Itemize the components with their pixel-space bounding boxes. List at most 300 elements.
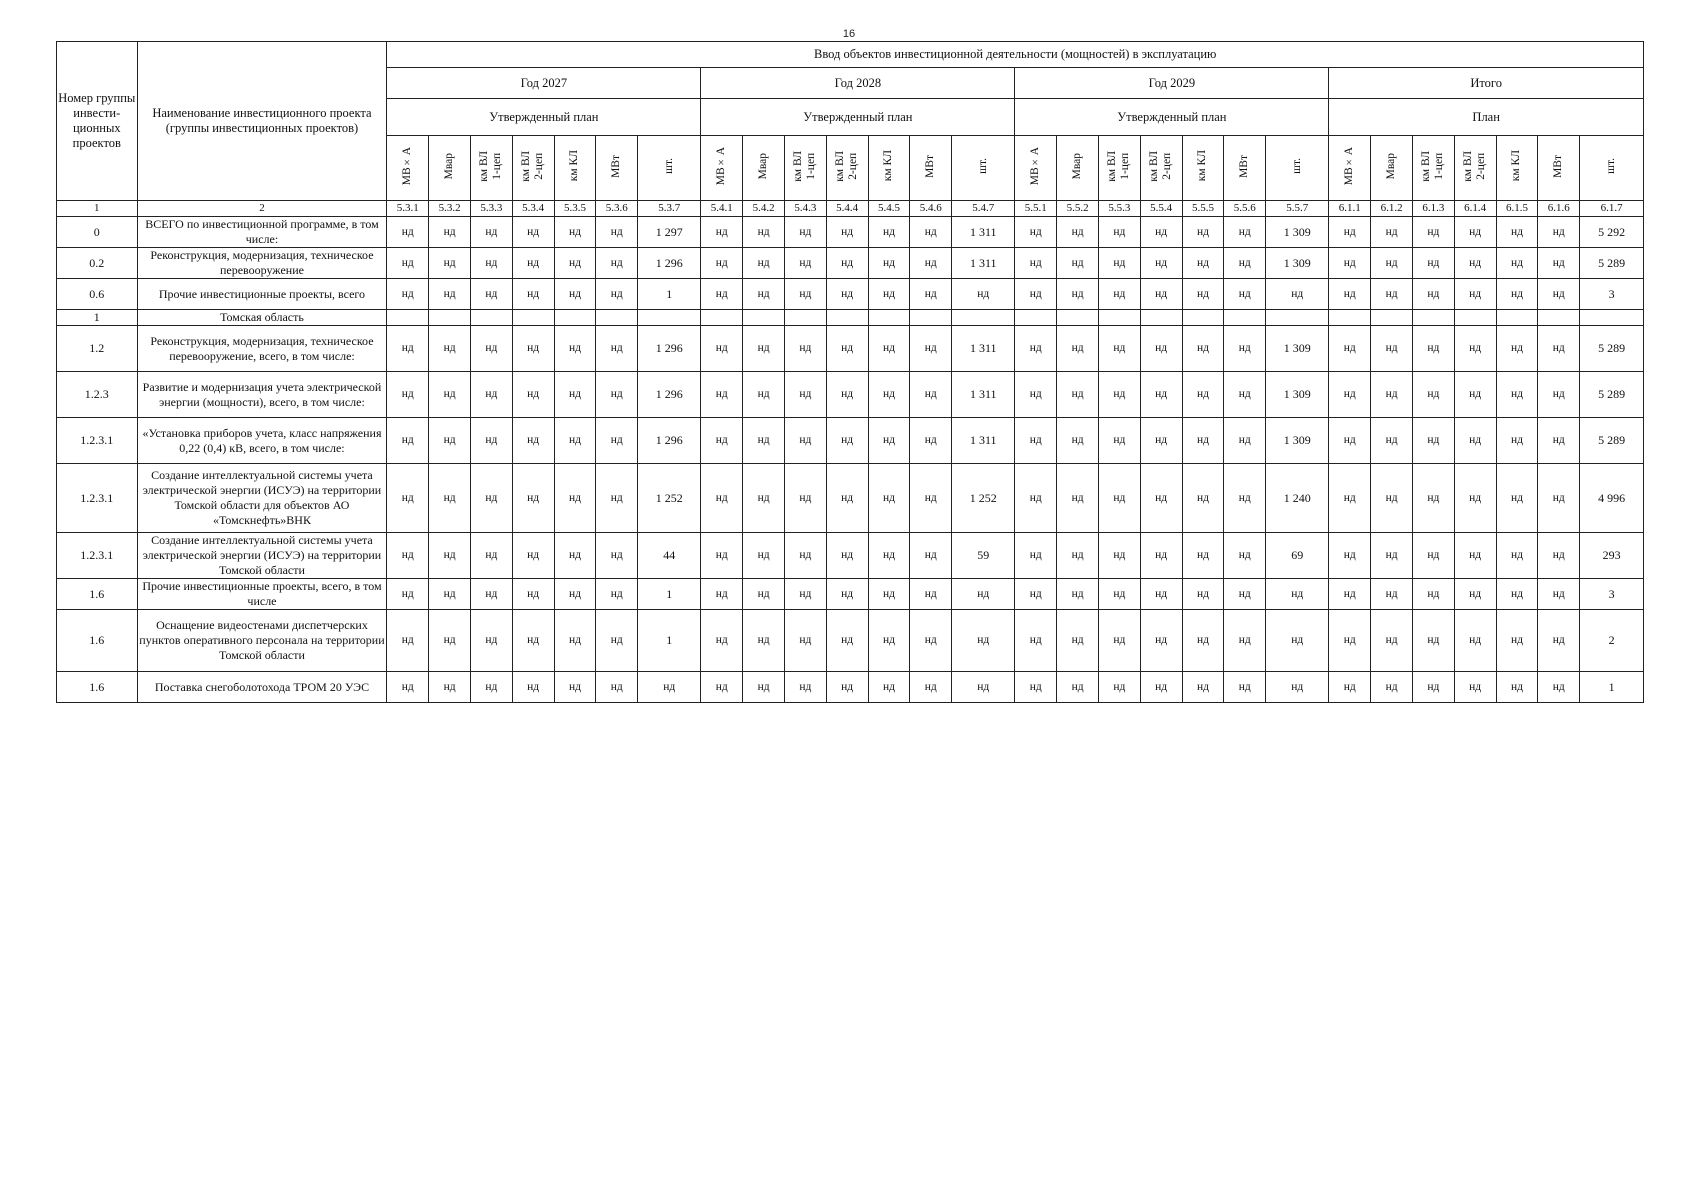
value-cell: нд (387, 279, 429, 310)
value-cell: нд (868, 464, 910, 533)
value-cell: нд (1371, 672, 1413, 703)
column-number: 1 (57, 201, 138, 217)
value-cell: нд (743, 418, 785, 464)
value-cell: нд (910, 533, 952, 579)
column-number: 6.1.3 (1412, 201, 1454, 217)
value-cell: нд (1182, 326, 1224, 372)
value-cell: нд (512, 326, 554, 372)
period-year-header: Итого (1329, 68, 1644, 99)
value-cell: нд (1098, 533, 1140, 579)
value-cell: нд (826, 533, 868, 579)
value-cell: нд (826, 464, 868, 533)
value-cell: нд (387, 610, 429, 672)
value-cell: нд (1015, 579, 1057, 610)
value-cell: нд (701, 533, 743, 579)
value-cell: нд (1454, 279, 1496, 310)
value-cell: нд (868, 418, 910, 464)
value-cell: нд (387, 372, 429, 418)
column-number: 5.5.4 (1140, 201, 1182, 217)
value-cell: нд (743, 579, 785, 610)
unit-label: км ВЛ 2-цеп (520, 150, 546, 182)
table-row (57, 217, 1644, 248)
value-cell: нд (1412, 372, 1454, 418)
value-cell: нд (701, 418, 743, 464)
value-cell: нд (596, 217, 638, 248)
value-cell: нд (952, 672, 1015, 703)
value-cell: нд (596, 372, 638, 418)
value-cell: нд (826, 279, 868, 310)
value-cell (1057, 310, 1099, 326)
value-cell: нд (1454, 672, 1496, 703)
value-cell (470, 310, 512, 326)
value-cell: нд (1454, 217, 1496, 248)
value-cell: нд (470, 533, 512, 579)
header-row-title (57, 42, 1644, 68)
value-cell: нд (1224, 579, 1266, 610)
value-cell: нд (1412, 610, 1454, 672)
unit-header (1454, 136, 1496, 201)
value-cell: нд (1015, 610, 1057, 672)
value-cell: 293 (1580, 533, 1644, 579)
value-cell: нд (1371, 248, 1413, 279)
value-cell: нд (470, 217, 512, 248)
value-cell: нд (1371, 372, 1413, 418)
value-cell: нд (1224, 372, 1266, 418)
value-cell: нд (1182, 372, 1224, 418)
value-cell: 1 311 (952, 326, 1015, 372)
value-cell (1580, 310, 1644, 326)
value-cell (1140, 310, 1182, 326)
value-cell: нд (429, 610, 471, 672)
page-number: 16 (842, 28, 856, 40)
value-cell: нд (952, 610, 1015, 672)
column-number: 5.5.6 (1224, 201, 1266, 217)
period-plan-header: Утвержденный план (387, 99, 701, 136)
value-cell: нд (826, 217, 868, 248)
value-cell: нд (1182, 672, 1224, 703)
unit-header (429, 136, 471, 201)
column-number: 5.4.2 (743, 201, 785, 217)
value-cell: нд (596, 464, 638, 533)
unit-label: МВт (610, 154, 623, 178)
value-cell: 1 240 (1266, 464, 1329, 533)
value-cell: нд (784, 279, 826, 310)
value-cell: нд (1496, 464, 1538, 533)
value-cell: 1 309 (1266, 372, 1329, 418)
value-cell: нд (1057, 217, 1099, 248)
value-cell: нд (1329, 610, 1371, 672)
value-cell: нд (1057, 279, 1099, 310)
value-cell: нд (638, 672, 701, 703)
value-cell: нд (1329, 672, 1371, 703)
value-cell: 1 (638, 579, 701, 610)
value-cell: нд (1496, 217, 1538, 248)
value-cell: нд (868, 372, 910, 418)
unit-label: км ВЛ 2-цеп (1462, 150, 1488, 182)
value-cell: нд (1224, 610, 1266, 672)
value-cell: нд (910, 217, 952, 248)
value-cell: нд (868, 610, 910, 672)
value-cell: нд (1329, 533, 1371, 579)
value-cell: нд (512, 372, 554, 418)
value-cell: нд (1496, 326, 1538, 372)
value-cell (952, 310, 1015, 326)
value-cell (784, 310, 826, 326)
value-cell: нд (470, 579, 512, 610)
column-number: 6.1.1 (1329, 201, 1371, 217)
value-cell: нд (910, 610, 952, 672)
value-cell: нд (701, 279, 743, 310)
value-cell: 1 311 (952, 248, 1015, 279)
value-cell: нд (1140, 326, 1182, 372)
value-cell: нд (1057, 326, 1099, 372)
value-cell: нд (554, 672, 596, 703)
value-cell: нд (1224, 672, 1266, 703)
value-cell: нд (1454, 372, 1496, 418)
period-year-header: Год 2028 (701, 68, 1015, 99)
value-cell: нд (429, 533, 471, 579)
value-cell: нд (1057, 579, 1099, 610)
value-cell (1098, 310, 1140, 326)
value-cell: нд (1098, 248, 1140, 279)
value-cell: нд (387, 217, 429, 248)
value-cell (638, 310, 701, 326)
value-cell: нд (1454, 326, 1496, 372)
value-cell: нд (1266, 672, 1329, 703)
value-cell: нд (596, 248, 638, 279)
value-cell: нд (1412, 279, 1454, 310)
value-cell: нд (1098, 418, 1140, 464)
unit-header (910, 136, 952, 201)
value-cell: нд (1140, 579, 1182, 610)
period-plan-header: Утвержденный план (701, 99, 1015, 136)
project-name-cell: ВСЕГО по инвестиционной программе, в том числе: (137, 217, 387, 248)
value-cell: нд (826, 579, 868, 610)
value-cell: нд (596, 533, 638, 579)
value-cell: нд (1538, 217, 1580, 248)
value-cell: 5 289 (1580, 372, 1644, 418)
value-cell: 5 292 (1580, 217, 1644, 248)
value-cell: нд (596, 579, 638, 610)
value-cell: 1 309 (1266, 217, 1329, 248)
value-cell: нд (743, 372, 785, 418)
value-cell: 59 (952, 533, 1015, 579)
value-cell: нд (1015, 248, 1057, 279)
value-cell (743, 310, 785, 326)
value-cell: нд (1454, 248, 1496, 279)
value-cell: нд (910, 464, 952, 533)
value-cell: 1 (1580, 672, 1644, 703)
value-cell: нд (910, 418, 952, 464)
value-cell (387, 310, 429, 326)
value-cell: 1 252 (638, 464, 701, 533)
value-cell: нд (701, 579, 743, 610)
group-number-cell: 1.2.3.1 (57, 464, 138, 533)
value-cell: нд (743, 326, 785, 372)
value-cell: 1 311 (952, 372, 1015, 418)
value-cell: нд (1224, 464, 1266, 533)
value-cell (868, 310, 910, 326)
value-cell: нд (387, 326, 429, 372)
value-cell: нд (1412, 217, 1454, 248)
project-name-cell: «Установка приборов учета, класс напряжения 0,22 (0,4) кВ, всего, в том числе: (137, 418, 387, 464)
value-cell (596, 310, 638, 326)
value-cell: нд (1329, 372, 1371, 418)
value-cell: нд (910, 326, 952, 372)
column-number: 5.5.2 (1057, 201, 1099, 217)
column-number: 5.3.4 (512, 201, 554, 217)
value-cell: 1 296 (638, 248, 701, 279)
value-cell: нд (1182, 610, 1224, 672)
value-cell: нд (1057, 248, 1099, 279)
unit-label: Мвар (1071, 152, 1084, 180)
value-cell: нд (784, 217, 826, 248)
unit-label: МВт (924, 154, 937, 178)
value-cell: нд (1538, 672, 1580, 703)
value-cell: нд (470, 248, 512, 279)
value-cell (1015, 310, 1057, 326)
column-number: 5.5.1 (1015, 201, 1057, 217)
value-cell: нд (1015, 533, 1057, 579)
unit-label: км КЛ (568, 150, 581, 182)
value-cell: 1 296 (638, 326, 701, 372)
value-cell: нд (554, 248, 596, 279)
value-cell: нд (868, 579, 910, 610)
unit-label: км ВЛ 1-цеп (792, 150, 818, 182)
unit-label: МВ×А (401, 146, 414, 186)
value-cell: нд (826, 372, 868, 418)
column-number: 5.3.5 (554, 201, 596, 217)
unit-label: МВ×А (715, 146, 728, 186)
value-cell: нд (1015, 279, 1057, 310)
value-cell: нд (1224, 326, 1266, 372)
value-cell: нд (1224, 248, 1266, 279)
project-name-cell: Томская область (137, 310, 387, 326)
value-cell: нд (1329, 248, 1371, 279)
value-cell (1266, 310, 1329, 326)
value-cell: нд (1412, 533, 1454, 579)
period-year-header: Год 2029 (1015, 68, 1329, 99)
column-number: 5.4.3 (784, 201, 826, 217)
value-cell: нд (1538, 464, 1580, 533)
value-cell: нд (1140, 248, 1182, 279)
value-cell: 4 996 (1580, 464, 1644, 533)
unit-header (1224, 136, 1266, 201)
value-cell: нд (1412, 248, 1454, 279)
unit-header (826, 136, 868, 201)
investment-table (56, 41, 1644, 703)
value-cell: нд (1454, 579, 1496, 610)
value-cell: нд (743, 672, 785, 703)
unit-header (1098, 136, 1140, 201)
value-cell (429, 310, 471, 326)
unit-label: км ВЛ 1-цеп (1420, 150, 1446, 182)
value-cell: нд (1538, 610, 1580, 672)
table-row (57, 279, 1644, 310)
value-cell: нд (1057, 372, 1099, 418)
value-cell: нд (1412, 418, 1454, 464)
table-row (57, 418, 1644, 464)
column-number: 6.1.2 (1371, 201, 1413, 217)
project-name-cell: Развитие и модернизация учета электрической энергии (мощности), всего, в том числе: (137, 372, 387, 418)
value-cell: нд (1496, 372, 1538, 418)
value-cell: нд (1182, 248, 1224, 279)
value-cell (826, 310, 868, 326)
unit-label: шт. (1290, 158, 1303, 174)
value-cell: нд (1538, 372, 1580, 418)
value-cell: нд (868, 217, 910, 248)
value-cell: нд (701, 610, 743, 672)
column-number: 5.3.1 (387, 201, 429, 217)
value-cell: нд (387, 533, 429, 579)
unit-label: шт. (1605, 158, 1618, 174)
value-cell: нд (910, 372, 952, 418)
unit-header (1266, 136, 1329, 201)
value-cell: 1 296 (638, 418, 701, 464)
value-cell: нд (554, 217, 596, 248)
unit-label: км ВЛ 1-цеп (478, 150, 504, 182)
value-cell: нд (1371, 579, 1413, 610)
value-cell: нд (1140, 533, 1182, 579)
value-cell: нд (387, 579, 429, 610)
value-cell: нд (1329, 579, 1371, 610)
unit-header (868, 136, 910, 201)
value-cell: нд (1329, 418, 1371, 464)
value-cell: нд (1098, 464, 1140, 533)
value-cell: нд (512, 248, 554, 279)
value-cell: нд (743, 533, 785, 579)
table-row (57, 464, 1644, 533)
unit-header (596, 136, 638, 201)
value-cell: нд (743, 279, 785, 310)
value-cell (1538, 310, 1580, 326)
value-cell: нд (1371, 533, 1413, 579)
unit-label: шт. (662, 158, 675, 174)
value-cell: нд (1496, 579, 1538, 610)
value-cell: нд (1057, 464, 1099, 533)
value-cell: нд (1412, 326, 1454, 372)
value-cell: нд (554, 372, 596, 418)
value-cell: нд (868, 326, 910, 372)
value-cell: нд (952, 579, 1015, 610)
value-cell: нд (784, 418, 826, 464)
project-name-cell: Создание интеллектуальной системы учета электрической энергии (ИСУЭ) на территории Томской области для объектов АО «Томскнефть»ВНК (137, 464, 387, 533)
value-cell: нд (1015, 464, 1057, 533)
value-cell: нд (868, 533, 910, 579)
column-number: 2 (137, 201, 387, 217)
commissioning-title-header: Ввод объектов инвестиционной деятельности (мощностей) в эксплуатацию (387, 42, 1644, 68)
column-number: 6.1.5 (1496, 201, 1538, 217)
value-cell: нд (1496, 248, 1538, 279)
unit-header (1140, 136, 1182, 201)
project-name-cell: Реконструкция, модернизация, техническое перевооружение, всего, в том числе: (137, 326, 387, 372)
value-cell: нд (1538, 533, 1580, 579)
value-cell: нд (1329, 217, 1371, 248)
unit-label: км ВЛ 2-цеп (1148, 150, 1174, 182)
value-cell: нд (1057, 418, 1099, 464)
value-cell: нд (1266, 610, 1329, 672)
column-number: 5.3.6 (596, 201, 638, 217)
value-cell: нд (429, 217, 471, 248)
value-cell: нд (429, 464, 471, 533)
value-cell: нд (596, 418, 638, 464)
unit-label: Мвар (1385, 152, 1398, 180)
value-cell: нд (1182, 464, 1224, 533)
unit-header (784, 136, 826, 201)
value-cell: нд (1098, 217, 1140, 248)
value-cell: 44 (638, 533, 701, 579)
value-cell: 1 (638, 279, 701, 310)
value-cell: нд (784, 579, 826, 610)
value-cell: нд (387, 418, 429, 464)
column-number: 5.3.3 (470, 201, 512, 217)
value-cell: нд (910, 279, 952, 310)
table-row (57, 248, 1644, 279)
value-cell: нд (1329, 464, 1371, 533)
project-name-cell: Создание интеллектуальной системы учета электрической энергии (ИСУЭ) на территории Томской области (137, 533, 387, 579)
value-cell: нд (1098, 610, 1140, 672)
value-cell: нд (470, 672, 512, 703)
value-cell: нд (1329, 326, 1371, 372)
value-cell (1224, 310, 1266, 326)
value-cell: нд (1454, 418, 1496, 464)
value-cell: нд (1182, 217, 1224, 248)
value-cell: нд (554, 418, 596, 464)
value-cell: нд (1224, 533, 1266, 579)
value-cell: нд (1371, 326, 1413, 372)
column-number-row (57, 201, 1644, 217)
unit-label: Мвар (443, 152, 456, 180)
value-cell (910, 310, 952, 326)
column-number: 6.1.7 (1580, 201, 1644, 217)
unit-label: МВт (1552, 154, 1565, 178)
value-cell: нд (429, 672, 471, 703)
value-cell: нд (1538, 279, 1580, 310)
value-cell: нд (1454, 533, 1496, 579)
value-cell (1412, 310, 1454, 326)
value-cell: нд (1266, 279, 1329, 310)
value-cell: нд (1371, 279, 1413, 310)
value-cell: нд (387, 464, 429, 533)
value-cell: нд (1098, 372, 1140, 418)
value-cell: нд (743, 464, 785, 533)
value-cell: 1 311 (952, 418, 1015, 464)
value-cell: нд (784, 464, 826, 533)
unit-header (743, 136, 785, 201)
value-cell: нд (554, 579, 596, 610)
table-row (57, 533, 1644, 579)
value-cell: 3 (1580, 279, 1644, 310)
value-cell: нд (470, 326, 512, 372)
project-name-cell: Прочие инвестиционные проекты, всего (137, 279, 387, 310)
value-cell: нд (1266, 579, 1329, 610)
value-cell: 1 309 (1266, 418, 1329, 464)
value-cell: нд (429, 372, 471, 418)
unit-header (1057, 136, 1099, 201)
value-cell: нд (1182, 418, 1224, 464)
value-cell: 1 309 (1266, 248, 1329, 279)
value-cell: нд (868, 672, 910, 703)
value-cell: нд (1015, 372, 1057, 418)
value-cell: 1 311 (952, 217, 1015, 248)
unit-header (554, 136, 596, 201)
value-cell: нд (743, 610, 785, 672)
unit-header (1580, 136, 1644, 201)
group-number-cell: 1.2 (57, 326, 138, 372)
value-cell (512, 310, 554, 326)
period-year-header: Год 2027 (387, 68, 701, 99)
value-cell: нд (429, 326, 471, 372)
